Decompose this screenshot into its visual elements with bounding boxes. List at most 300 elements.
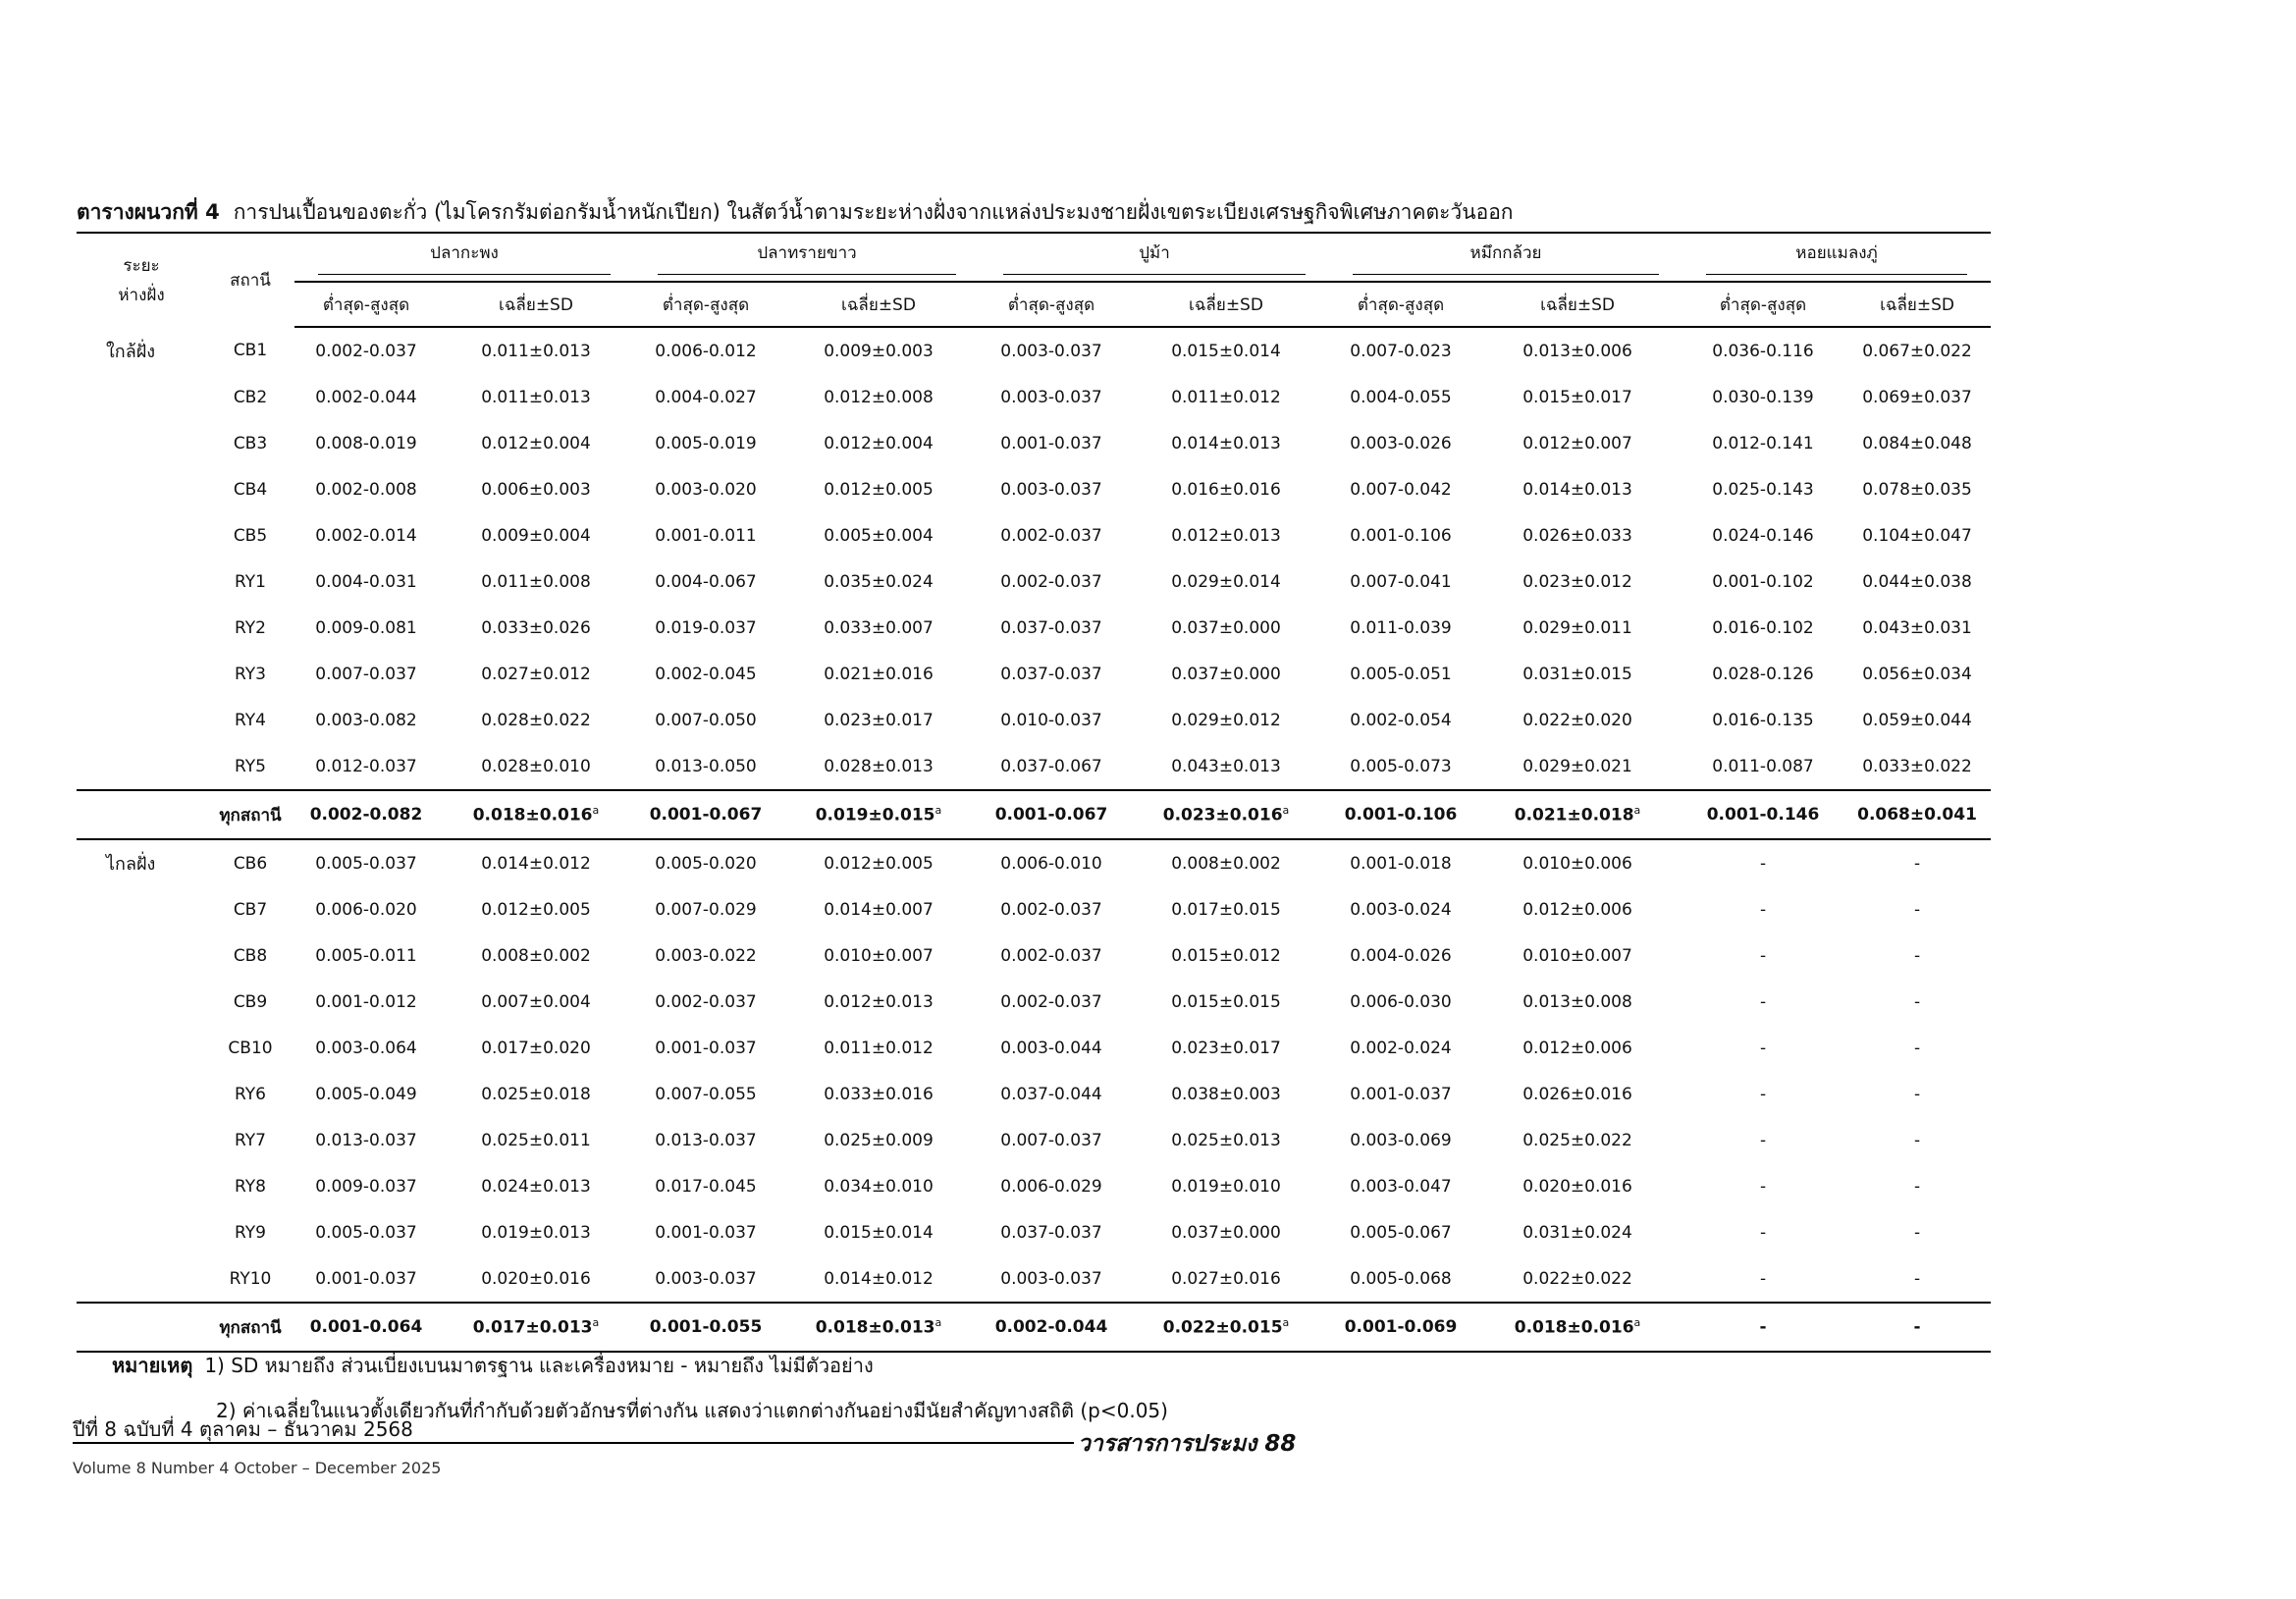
zone-cell	[77, 374, 206, 420]
mean-cell: 0.025±0.018	[481, 1084, 591, 1104]
zone-cell	[77, 743, 206, 790]
mean-cell: 0.023±0.017	[1171, 1038, 1281, 1058]
mean-cell: 0.015±0.012	[1171, 945, 1281, 966]
range-cell: 0.011-0.039	[1350, 617, 1452, 638]
zone-cell	[77, 933, 206, 979]
total-range-cell	[1682, 1303, 1843, 1352]
range-cell: 0.005-0.037	[315, 1222, 417, 1243]
mean-cell: 0.027±0.016	[1171, 1268, 1281, 1289]
mean-cell: -	[1913, 1038, 1921, 1058]
mean-cell: 0.023±0.017	[824, 710, 934, 730]
mean-cell: 0.037±0.000	[1171, 617, 1281, 638]
table-row	[77, 559, 1991, 605]
mean-cell: -	[1913, 1222, 1921, 1243]
range-cell: 0.016-0.102	[1712, 617, 1814, 638]
table-row	[77, 1071, 1991, 1117]
table-row	[77, 979, 1991, 1025]
range-cell: -	[1759, 1268, 1767, 1289]
range-subheader: ต่ำสุด-สูงสุด	[1682, 282, 1843, 327]
significance-letter: a	[934, 804, 942, 818]
mean-cell: 0.020±0.016	[481, 1268, 591, 1289]
caption-text: การปนเปื้อนของตะกั่ว (ไมโครกรัมต่อกรัมน้ำหนักเปียก) ในสัตว์น้ำตามระยะห่างฝั่งจากแหล่งประมงชายฝั่งเขตระเบียงเศรษฐกิจพิเศษภาคตะวันออก	[233, 200, 1514, 224]
total-value: 0.017±0.013	[472, 1317, 593, 1338]
mean-cell: -	[1913, 1084, 1921, 1104]
total-value: 0.001-0.055	[649, 1317, 763, 1337]
range-cell: 0.002-0.037	[1000, 899, 1102, 920]
zone-cell	[77, 697, 206, 743]
mean-cell: 0.019±0.013	[481, 1222, 591, 1243]
lead-contamination-table	[77, 232, 1991, 1353]
range-cell: -	[1759, 899, 1767, 920]
range-cell: 0.003-0.037	[655, 1268, 757, 1289]
table-caption	[77, 196, 1991, 229]
total-range-cell	[1682, 790, 1843, 839]
range-cell: 0.013-0.050	[655, 756, 757, 776]
range-cell: 0.025-0.143	[1712, 479, 1814, 500]
total-range-cell	[634, 790, 777, 839]
mean-cell: 0.033±0.016	[824, 1084, 934, 1104]
table-row	[77, 933, 1991, 979]
mean-cell: 0.011±0.008	[481, 571, 591, 592]
range-cell: 0.001-0.102	[1712, 571, 1814, 592]
total-mean-cell	[1843, 1303, 1991, 1352]
station-cell: CB6	[233, 853, 268, 874]
table-row	[77, 697, 1991, 743]
total-label: ทุกสถานี	[206, 790, 294, 839]
significance-letter: a	[1633, 804, 1641, 818]
mean-cell: -	[1913, 1176, 1921, 1197]
notes-label: หมายเหตุ	[112, 1354, 193, 1377]
mean-cell: 0.011±0.012	[1171, 387, 1281, 407]
range-cell: 0.005-0.037	[315, 853, 417, 874]
zone-cell	[77, 466, 206, 512]
range-cell: 0.037-0.037	[1000, 664, 1102, 684]
distance-header: ระยะ ห่างฝั่ง	[77, 233, 206, 327]
mean-cell: 0.016±0.016	[1171, 479, 1281, 500]
significance-letter: a	[592, 1316, 600, 1330]
station-cell: RY8	[235, 1176, 266, 1197]
range-cell: 0.036-0.116	[1712, 341, 1814, 361]
mean-cell: 0.014±0.013	[1522, 479, 1632, 500]
mean-cell: 0.043±0.031	[1862, 617, 1972, 638]
range-cell: 0.030-0.139	[1712, 387, 1814, 407]
total-mean-cell	[1843, 790, 1991, 839]
mean-cell: 0.012±0.004	[481, 433, 591, 453]
total-value: 0.001-0.067	[649, 805, 763, 825]
mean-cell: 0.026±0.016	[1522, 1084, 1632, 1104]
range-cell: 0.007-0.037	[315, 664, 417, 684]
mean-cell: 0.020±0.016	[1522, 1176, 1632, 1197]
mean-cell: 0.014±0.007	[824, 899, 934, 920]
mean-cell: -	[1913, 991, 1921, 1012]
range-cell: 0.037-0.037	[1000, 1222, 1102, 1243]
mean-cell: 0.025±0.009	[824, 1130, 934, 1150]
footer-issue: ปีที่ 8 ฉบับที่ 4 ตุลาคม – ธันวาคม 2568	[73, 1417, 413, 1441]
mean-cell: 0.011±0.012	[824, 1038, 934, 1058]
mean-cell: 0.012±0.006	[1522, 899, 1632, 920]
mean-cell: 0.059±0.044	[1862, 710, 1972, 730]
mean-cell: 0.028±0.022	[481, 710, 591, 730]
significance-letter: a	[592, 804, 600, 818]
range-cell: 0.002-0.037	[1000, 525, 1102, 546]
mean-cell: 0.009±0.004	[481, 525, 591, 546]
range-cell: 0.006-0.030	[1350, 991, 1452, 1012]
range-cell: 0.037-0.067	[1000, 756, 1102, 776]
range-cell: -	[1759, 1176, 1767, 1197]
zone-label: ไกลฝั่ง	[106, 854, 156, 875]
range-cell: 0.007-0.041	[1350, 571, 1452, 592]
range-cell: 0.008-0.019	[315, 433, 417, 453]
station-cell: CB8	[233, 945, 268, 966]
range-cell: 0.006-0.020	[315, 899, 417, 920]
zone-label: ใกล้ฝั่ง	[106, 341, 156, 362]
table-row	[77, 743, 1991, 790]
mean-cell: 0.012±0.006	[1522, 1038, 1632, 1058]
station-cell: RY4	[235, 710, 266, 730]
mean-cell: 0.031±0.024	[1522, 1222, 1632, 1243]
total-range-cell	[294, 790, 438, 839]
total-value: 0.068±0.041	[1857, 805, 1977, 825]
mean-cell: 0.024±0.013	[481, 1176, 591, 1197]
mean-cell: 0.035±0.024	[824, 571, 934, 592]
table-row	[77, 1025, 1991, 1071]
mean-cell: 0.009±0.003	[824, 341, 934, 361]
range-cell: 0.003-0.022	[655, 945, 757, 966]
zone-cell	[77, 1117, 206, 1163]
table-row	[77, 605, 1991, 651]
range-cell: 0.002-0.014	[315, 525, 417, 546]
zone-cell	[77, 1071, 206, 1117]
species-header: ปลาทรายขาว	[634, 233, 980, 282]
range-cell: 0.001-0.012	[315, 991, 417, 1012]
mean-cell: 0.012±0.013	[1171, 525, 1281, 546]
mean-cell: 0.069±0.037	[1862, 387, 1972, 407]
station-cell: CB7	[233, 899, 268, 920]
total-value: 0.022±0.015	[1162, 1317, 1283, 1338]
range-cell: 0.001-0.037	[655, 1222, 757, 1243]
total-value: 0.001-0.146	[1706, 805, 1820, 825]
mean-cell: 0.026±0.033	[1522, 525, 1632, 546]
range-cell: 0.001-0.037	[655, 1038, 757, 1058]
range-cell: 0.007-0.042	[1350, 479, 1452, 500]
significance-letter: a	[934, 1316, 942, 1330]
zone-cell	[77, 979, 206, 1025]
zone-cell	[77, 886, 206, 933]
range-cell: 0.006-0.029	[1000, 1176, 1102, 1197]
significance-letter: a	[1282, 804, 1290, 818]
range-cell: 0.002-0.037	[655, 991, 757, 1012]
mean-cell: 0.015±0.014	[824, 1222, 934, 1243]
range-cell: -	[1759, 1222, 1767, 1243]
range-cell: 0.005-0.019	[655, 433, 757, 453]
range-cell: 0.016-0.135	[1712, 710, 1814, 730]
significance-letter: a	[1633, 1316, 1641, 1330]
mean-cell: 0.031±0.015	[1522, 664, 1632, 684]
total-range-cell	[980, 790, 1123, 839]
mean-cell: 0.029±0.014	[1171, 571, 1281, 592]
range-cell: 0.019-0.037	[655, 617, 757, 638]
mean-cell: 0.028±0.013	[824, 756, 934, 776]
range-cell: 0.009-0.037	[315, 1176, 417, 1197]
range-cell: 0.003-0.064	[315, 1038, 417, 1058]
total-mean-cell	[1472, 790, 1682, 839]
range-cell: 0.002-0.054	[1350, 710, 1452, 730]
zone-cell	[77, 512, 206, 559]
station-cell: RY5	[235, 756, 266, 776]
range-cell: 0.003-0.069	[1350, 1130, 1452, 1150]
mean-cell: 0.022±0.020	[1522, 710, 1632, 730]
range-cell: 0.024-0.146	[1712, 525, 1814, 546]
station-cell: CB1	[233, 341, 268, 360]
species-header: หมึกกล้วย	[1329, 233, 1682, 282]
range-cell: -	[1759, 945, 1767, 966]
table-row	[77, 466, 1991, 512]
range-cell: 0.003-0.037	[1000, 341, 1102, 361]
species-header: หอยแมลงภู่	[1682, 233, 1991, 282]
station-cell: RY7	[235, 1130, 266, 1150]
range-cell: 0.009-0.081	[315, 617, 417, 638]
zone-cell	[77, 1025, 206, 1071]
zone-cell	[77, 1163, 206, 1209]
range-cell: 0.007-0.055	[655, 1084, 757, 1104]
table-row	[77, 1255, 1991, 1303]
mean-subheader: เฉลี่ย±SD	[438, 282, 634, 327]
total-range-cell	[1329, 1303, 1472, 1352]
total-value: 0.018±0.013	[815, 1317, 935, 1338]
mean-cell: 0.017±0.015	[1171, 899, 1281, 920]
total-label: ทุกสถานี	[206, 1303, 294, 1352]
range-cell: 0.002-0.044	[315, 387, 417, 407]
mean-cell: 0.025±0.013	[1171, 1130, 1281, 1150]
range-cell: 0.005-0.049	[315, 1084, 417, 1104]
mean-cell: 0.012±0.005	[481, 899, 591, 920]
range-cell: 0.002-0.037	[315, 341, 417, 361]
mean-cell: 0.019±0.010	[1171, 1176, 1281, 1197]
mean-cell: 0.015±0.017	[1522, 387, 1632, 407]
note-1: 1) SD หมายถึง ส่วนเบี่ยงเบนมาตรฐาน และเครื่องหมาย - หมายถึง ไม่มีตัวอย่าง	[204, 1354, 874, 1377]
zone-cell	[77, 1255, 206, 1303]
range-subheader: ต่ำสุด-สูงสุด	[634, 282, 777, 327]
mean-cell: 0.006±0.003	[481, 479, 591, 500]
caption-label: ตารางผนวกที่ 4	[77, 200, 220, 224]
total-value: 0.001-0.064	[309, 1317, 423, 1337]
station-cell: RY9	[235, 1222, 266, 1243]
table-row	[77, 374, 1991, 420]
range-cell: 0.003-0.044	[1000, 1038, 1102, 1058]
range-cell: 0.006-0.010	[1000, 853, 1102, 874]
total-value: 0.023±0.016	[1162, 805, 1283, 826]
mean-cell: 0.008±0.002	[1171, 853, 1281, 874]
mean-cell: 0.017±0.020	[481, 1038, 591, 1058]
mean-cell: 0.008±0.002	[481, 945, 591, 966]
table-row	[77, 1209, 1991, 1255]
zone-cell	[77, 790, 206, 839]
station-cell: RY10	[229, 1268, 272, 1289]
range-cell: 0.004-0.027	[655, 387, 757, 407]
range-cell: -	[1759, 1130, 1767, 1150]
mean-cell: 0.056±0.034	[1862, 664, 1972, 684]
footer-journal-title: วารสารการประมง 88	[1078, 1431, 1297, 1457]
mean-cell: 0.043±0.013	[1171, 756, 1281, 776]
mean-cell: 0.033±0.026	[481, 617, 591, 638]
mean-cell: 0.104±0.047	[1862, 525, 1972, 546]
mean-cell: 0.078±0.035	[1862, 479, 1972, 500]
mean-cell: 0.010±0.007	[1522, 945, 1632, 966]
mean-cell: 0.015±0.015	[1171, 991, 1281, 1012]
total-value: 0.002-0.044	[994, 1317, 1108, 1337]
significance-letter: a	[1282, 1316, 1290, 1330]
range-cell: 0.007-0.037	[1000, 1130, 1102, 1150]
range-cell: 0.012-0.037	[315, 756, 417, 776]
sub-header-row	[77, 282, 1991, 327]
mean-cell: 0.025±0.022	[1522, 1130, 1632, 1150]
range-cell: 0.002-0.024	[1350, 1038, 1452, 1058]
mean-cell: 0.010±0.007	[824, 945, 934, 966]
mean-cell: 0.011±0.013	[481, 341, 591, 361]
range-cell: 0.002-0.045	[655, 664, 757, 684]
footer-volume: Volume 8 Number 4 October – December 2025	[73, 1459, 442, 1477]
table-row	[77, 651, 1991, 697]
note-2: 2) ค่าเฉลี่ยในแนวตั้งเดียวกันที่กำกับด้วยตัวอักษรที่ต่างกัน แสดงว่าแตกต่างกันอย่างมีนัยสำคัญทางสถิติ (p<0.05)	[216, 1399, 1168, 1422]
mean-cell: 0.014±0.013	[1171, 433, 1281, 453]
mean-cell: 0.013±0.006	[1522, 341, 1632, 361]
species-header: ปูม้า	[980, 233, 1329, 282]
station-cell: CB10	[228, 1038, 273, 1058]
table-row	[77, 1163, 1991, 1209]
range-cell: 0.013-0.037	[655, 1130, 757, 1150]
footer-divider	[73, 1442, 1074, 1444]
station-cell: CB5	[233, 525, 268, 546]
mean-cell: 0.012±0.013	[824, 991, 934, 1012]
mean-cell: 0.033±0.022	[1862, 756, 1972, 776]
mean-cell: 0.023±0.012	[1522, 571, 1632, 592]
zone-cell	[77, 420, 206, 466]
range-cell: 0.007-0.023	[1350, 341, 1452, 361]
zone-cell	[77, 1209, 206, 1255]
total-value: 0.002-0.082	[309, 805, 423, 825]
range-cell: 0.001-0.106	[1350, 525, 1452, 546]
range-cell: -	[1759, 1084, 1767, 1104]
table-row	[77, 839, 1991, 886]
mean-subheader: เฉลี่ย±SD	[1472, 282, 1682, 327]
range-cell: 0.001-0.037	[315, 1268, 417, 1289]
range-cell: 0.037-0.044	[1000, 1084, 1102, 1104]
mean-cell: 0.025±0.011	[481, 1130, 591, 1150]
range-subheader: ต่ำสุด-สูงสุด	[980, 282, 1123, 327]
range-cell: 0.004-0.026	[1350, 945, 1452, 966]
mean-cell: 0.029±0.021	[1522, 756, 1632, 776]
mean-cell: 0.044±0.038	[1862, 571, 1972, 592]
mean-cell: 0.012±0.005	[824, 853, 934, 874]
range-cell: 0.002-0.037	[1000, 991, 1102, 1012]
total-row	[77, 790, 1991, 839]
mean-cell: 0.029±0.011	[1522, 617, 1632, 638]
range-cell: 0.003-0.082	[315, 710, 417, 730]
total-mean-cell	[438, 790, 634, 839]
mean-cell: 0.012±0.004	[824, 433, 934, 453]
mean-cell: 0.014±0.012	[481, 853, 591, 874]
range-cell: 0.012-0.141	[1712, 433, 1814, 453]
range-cell: 0.005-0.067	[1350, 1222, 1452, 1243]
range-cell: 0.001-0.018	[1350, 853, 1452, 874]
range-cell: 0.028-0.126	[1712, 664, 1814, 684]
range-cell: 0.007-0.029	[655, 899, 757, 920]
table-row	[77, 512, 1991, 559]
table-body	[77, 327, 1991, 1352]
total-mean-cell	[1123, 790, 1329, 839]
total-value: 0.001-0.106	[1344, 805, 1458, 825]
range-cell: 0.003-0.037	[1000, 1268, 1102, 1289]
station-cell: RY3	[235, 664, 266, 684]
mean-cell: 0.038±0.003	[1171, 1084, 1281, 1104]
table-row	[77, 420, 1991, 466]
range-cell: 0.001-0.037	[1350, 1084, 1452, 1104]
total-value: 0.001-0.069	[1344, 1317, 1458, 1337]
mean-cell: -	[1913, 853, 1921, 874]
total-value: 0.019±0.015	[815, 805, 935, 826]
mean-cell: 0.005±0.004	[824, 525, 934, 546]
range-cell: 0.003-0.024	[1350, 899, 1452, 920]
range-cell: 0.010-0.037	[1000, 710, 1102, 730]
zone-cell	[77, 651, 206, 697]
mean-cell: 0.027±0.012	[481, 664, 591, 684]
station-cell: RY1	[235, 571, 266, 592]
table-row	[77, 1117, 1991, 1163]
total-value: -	[1913, 1317, 1921, 1337]
range-cell: -	[1759, 1038, 1767, 1058]
species-header: ปลากะพง	[294, 233, 634, 282]
mean-cell: -	[1913, 899, 1921, 920]
station-header: สถานี	[206, 233, 294, 327]
table-row	[77, 886, 1991, 933]
range-cell: 0.003-0.026	[1350, 433, 1452, 453]
total-value: 0.021±0.018	[1514, 805, 1634, 826]
mean-cell: 0.037±0.000	[1171, 1222, 1281, 1243]
range-cell: 0.011-0.087	[1712, 756, 1814, 776]
range-cell: 0.005-0.020	[655, 853, 757, 874]
zone-cell	[77, 605, 206, 651]
mean-cell: -	[1913, 1268, 1921, 1289]
total-value: 0.018±0.016	[472, 805, 593, 826]
total-mean-cell	[777, 790, 980, 839]
range-cell: 0.004-0.067	[655, 571, 757, 592]
mean-cell: 0.007±0.004	[481, 991, 591, 1012]
range-cell: 0.005-0.051	[1350, 664, 1452, 684]
mean-cell: 0.067±0.022	[1862, 341, 1972, 361]
range-cell: 0.002-0.008	[315, 479, 417, 500]
range-cell: 0.006-0.012	[655, 341, 757, 361]
range-cell: 0.001-0.011	[655, 525, 757, 546]
mean-cell: 0.012±0.007	[1522, 433, 1632, 453]
range-cell: 0.002-0.037	[1000, 571, 1102, 592]
range-cell: 0.037-0.037	[1000, 617, 1102, 638]
mean-cell: 0.012±0.005	[824, 479, 934, 500]
station-cell: RY2	[235, 617, 266, 638]
total-value: -	[1759, 1317, 1767, 1337]
total-mean-cell	[1472, 1303, 1682, 1352]
mean-subheader: เฉลี่ย±SD	[777, 282, 980, 327]
range-cell: 0.005-0.068	[1350, 1268, 1452, 1289]
mean-cell: 0.010±0.006	[1522, 853, 1632, 874]
mean-cell: 0.022±0.022	[1522, 1268, 1632, 1289]
mean-cell: 0.011±0.013	[481, 387, 591, 407]
range-subheader: ต่ำสุด-สูงสุด	[1329, 282, 1472, 327]
range-cell: -	[1759, 991, 1767, 1012]
total-value: 0.001-0.067	[994, 805, 1108, 825]
range-cell: -	[1759, 853, 1767, 874]
mean-cell: 0.033±0.007	[824, 617, 934, 638]
mean-cell: 0.012±0.008	[824, 387, 934, 407]
